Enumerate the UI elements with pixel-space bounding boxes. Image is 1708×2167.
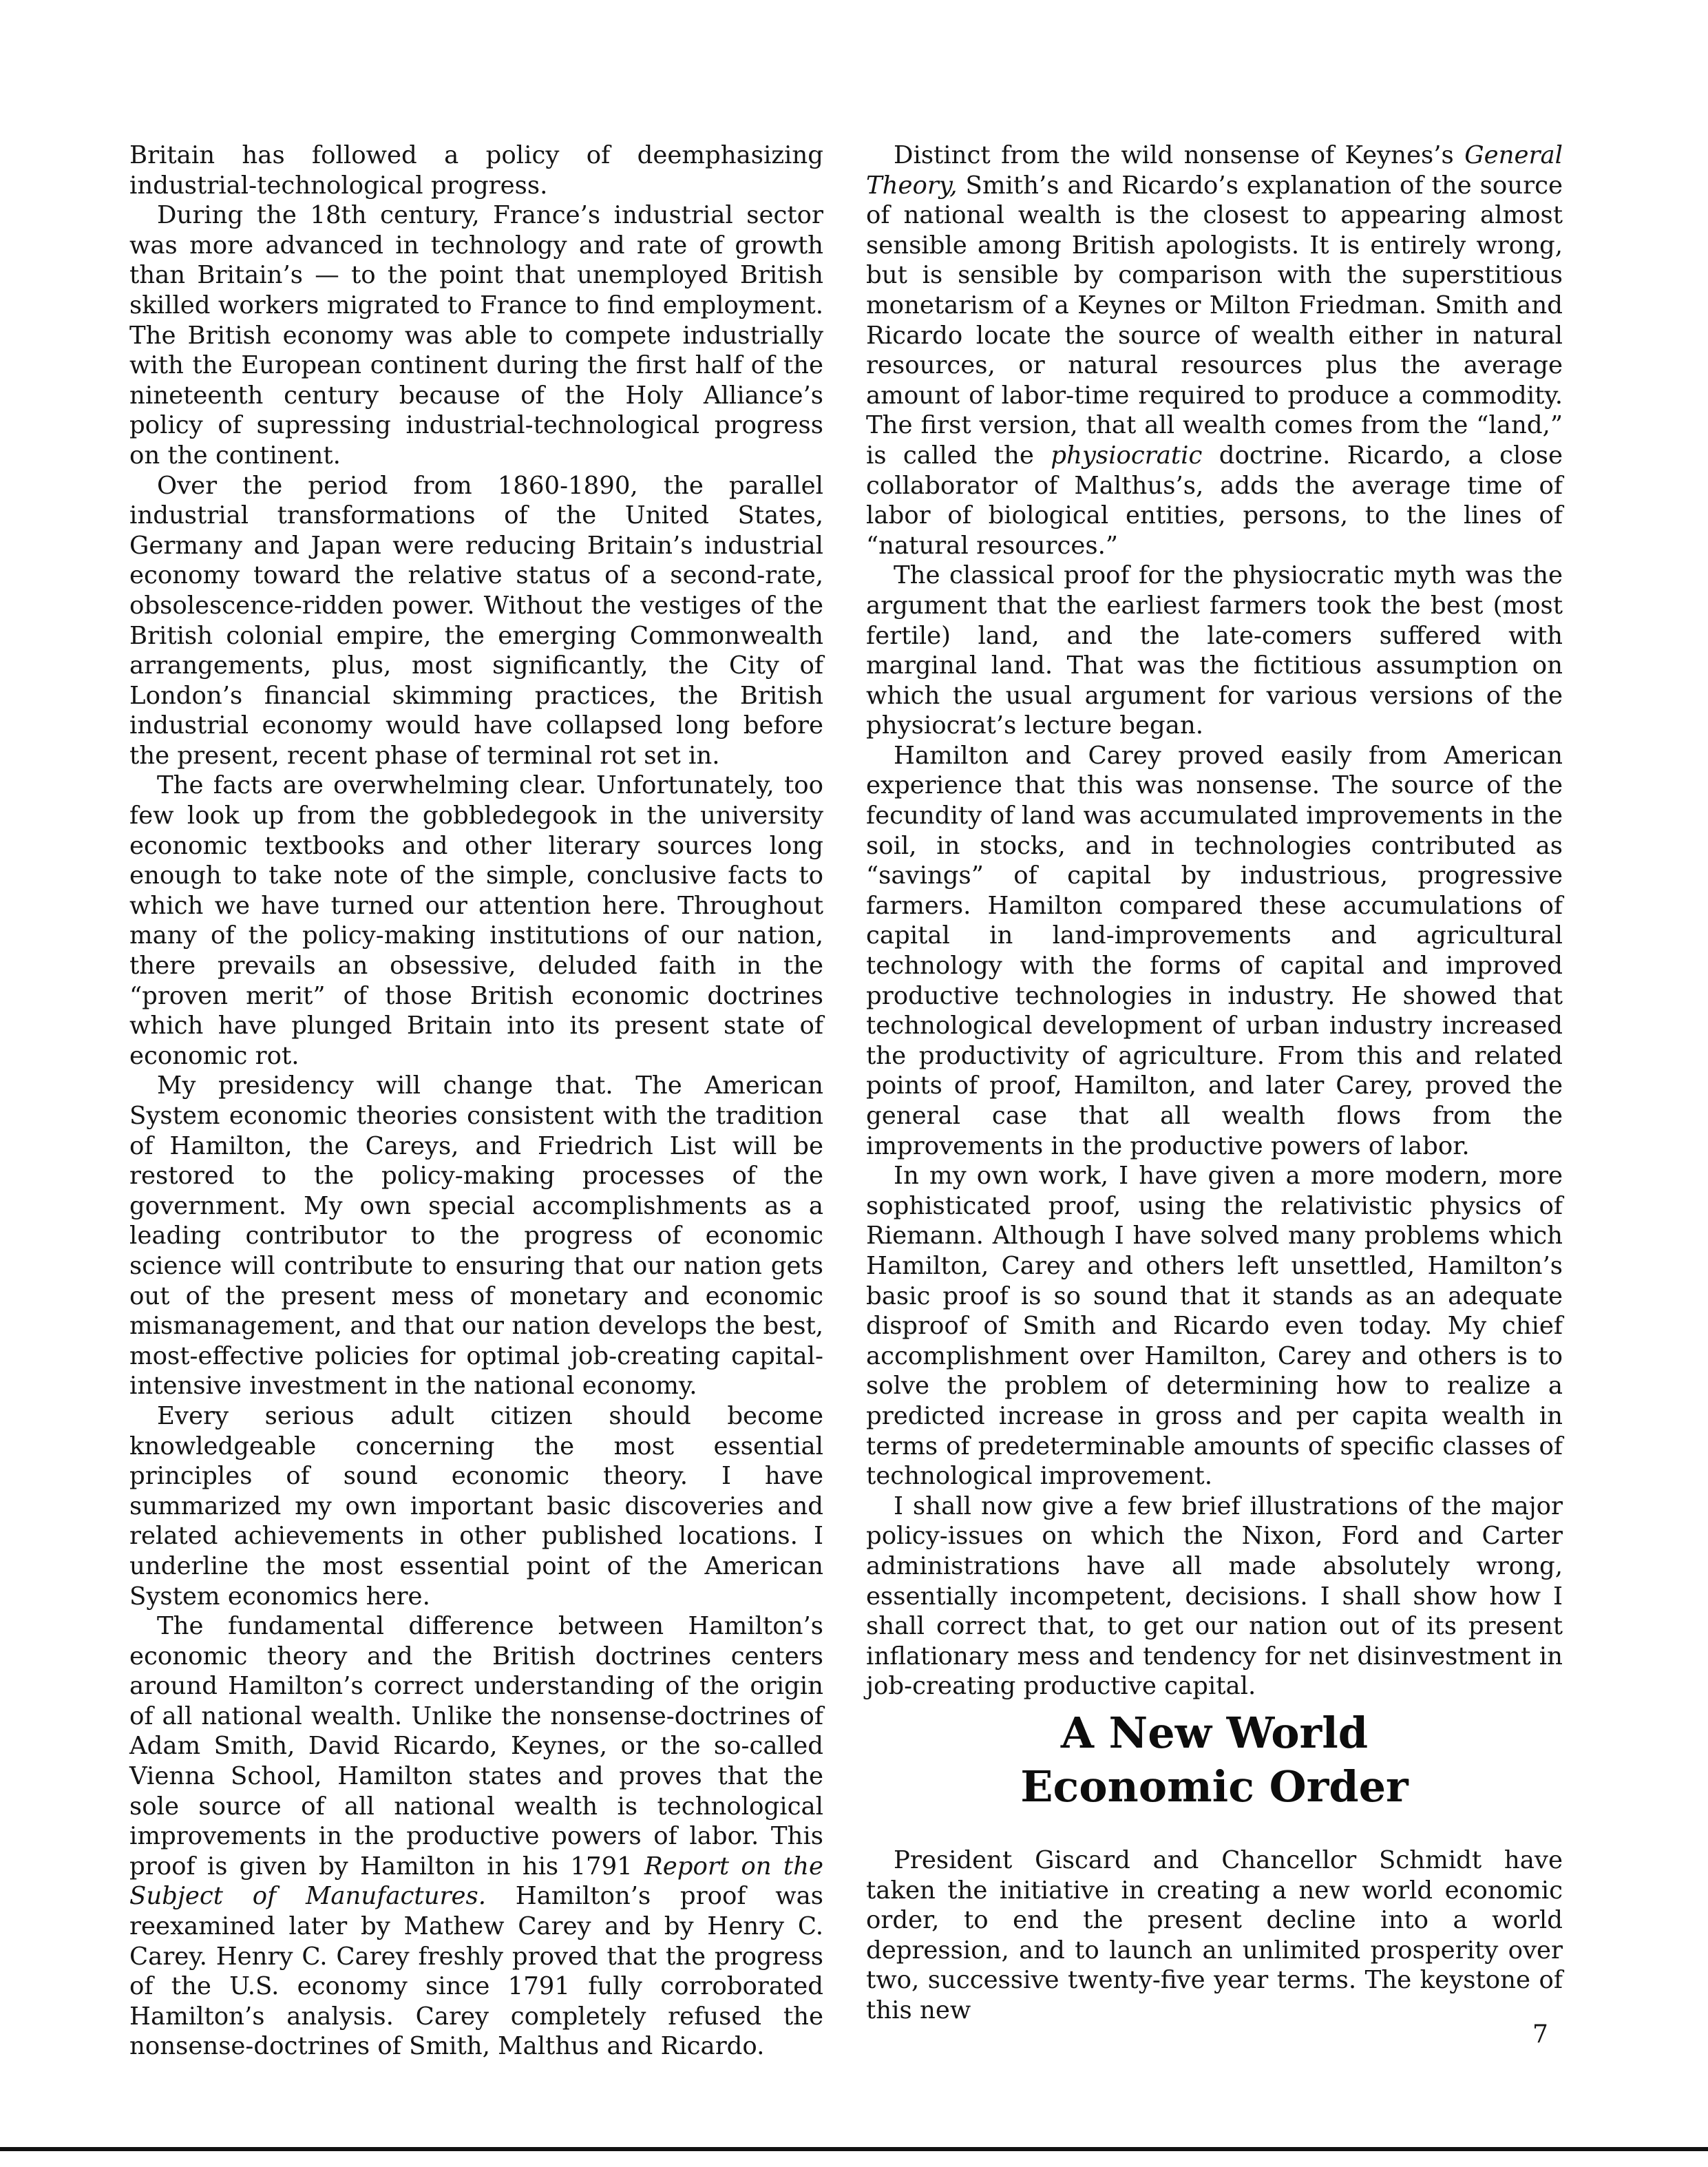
- section-heading: [866, 1706, 1563, 1814]
- paragraph: My presidency will change that. The American System economic theories consistent with the tradition of Hamilton, the Careys, and Friedrich List will be restored to the policy-making processes of the government. My own special accomplishments as a leading contributor to the progress of economic science will contribute to ensuring that our nation gets out of the present mess of monetary and economic mismanagement, and that our nation develops the best, most-effective policies for optimal job-creating capital-intensive investment in the national economy.: [129, 1071, 823, 1401]
- left-column: [129, 140, 823, 2062]
- section-heading-line: Economic Order: [1020, 1761, 1409, 1812]
- paragraph: In my own work, I have given a more modern, more sophisticated proof, using the relativistic physics of Riemann. Although I have solved many problems which Hamilton, Carey and others left unsettled, Hamilton’s basic proof is so sound that it stands as an adequate disproof of Smith and Ricardo even today. My chief accomplishment over Hamilton, Carey and others is to solve the problem of determining how to realize a predicted increase in gross and per capita wealth in terms of predeterminable amounts of specific classes of technological improvement.: [866, 1162, 1563, 1491]
- paragraph-text: Distinct from the wild nonsense of Keynes’s: [894, 141, 1465, 169]
- paragraph-text: The fundamental difference between Hamilton’s economic theory and the British doctrines centers around Hamilton’s correct understanding of the origin of all national wealth. Unlike the nonsense-doctrines of Adam Smith, David Ricardo, Keynes, or the so-called Vienna School, Hamilton states and proves that the sole source of all national wealth is technological improvements in the productive powers of labor. This proof is given by Hamilton in his 1791: [129, 1612, 823, 1881]
- report-title: Report on the Subject of Manufactures.: [129, 1852, 823, 1911]
- paragraph-text: doctrine. Ricardo, a close collaborator of Malthus’s, adds the average time of labor of biological entities, persons, to the lines of “natural resources.”: [866, 441, 1563, 560]
- paragraph-text: Smith’s and Ricardo’s explanation of the source of national wealth is the closest to appearing almost sensible among British apologists. It is entirely wrong, but is sensible by comparison with the superstitious monetarism of a Keynes or Milton Friedman. Smith and Ricardo locate the source of wealth either in natural resources, or natural resources plus the average amount of labor-time required to produce a commodity. The first version, that all wealth comes from the “land,” is called the: [866, 171, 1563, 470]
- paragraph: I shall now give a few brief illustrations of the major policy-issues on which the Nixon, Ford and Carter administrations have all made absolutely wrong, essentially incompetent, decisions. I shall show how I shall correct that, to get our nation out of its present inflationary mess and tendency for net disinvestment in job-creating productive capital.: [866, 1491, 1563, 1701]
- book-title: General Theory,: [866, 141, 1563, 200]
- paragraph: [866, 140, 1563, 561]
- section-heading-line: A New World: [1060, 1708, 1369, 1758]
- paragraph: The facts are overwhelming clear. Unfortunately, too few look up from the gobbledegook in the university economic textbooks and other literary sources long enough to take note of the simple, conclusive facts to which we have turned our attention here. Throughout many of the policy-making institutions of our nation, there prevails an obsessive, deluded faith in the “proven merit” of those British economic doctrines which have plunged Britain into its present state of economic rot.: [129, 771, 823, 1070]
- paragraph: [129, 1611, 823, 2062]
- page-number: 7: [1532, 2020, 1548, 2049]
- paragraph: Over the period from 1860-1890, the parallel industrial transformations of the United States, Germany and Japan were reducing Britain’s industrial economy toward the relative status of a second-rate, obsolescence-ridden power. Without the vestiges of the British colonial empire, the emerging Commonwealth arrangements, plus, most significantly, the City of London’s financial skimming practices, the British industrial economy would have collapsed long before the present, recent phase of terminal rot set in.: [129, 471, 823, 770]
- paragraph-text: Hamilton’s proof was reexamined later by Mathew Carey and by Henry C. Carey. Henry C. Carey freshly proved that the progress of the U.S. economy since 1791 fully corroborated Hamilton’s analysis. Carey completely refused the nonsense-doctrines of Smith, Malthus and Ricardo.: [129, 1882, 823, 2061]
- paragraph: Hamilton and Carey proved easily from American experience that this was nonsense. The source of the fecundity of land was accumulated improvements in the soil, in stocks, and in technologies contributed as “savings” of capital by industrious, progressive farmers. Hamilton compared these accumulations of capital in land-improvements and agricultural technology with the forms of capital and improved productive technologies in industry. He showed that technological development of urban industry increased the productivity of agriculture. From this and related points of proof, Hamilton, and later Carey, proved the general case that all wealth flows from the improvements in the productive powers of labor.: [866, 741, 1563, 1160]
- paragraph: The classical proof for the physiocratic myth was the argument that the earliest farmers took the best (most fertile) land, and the late-comers suffered with marginal land. That was the fictitious assumption on which the usual argument for various versions of the physiocrat’s lecture began.: [866, 561, 1563, 740]
- bottom-rule: [0, 2147, 1708, 2151]
- paragraph: During the 18th century, France’s industrial sector was more advanced in technology and rate of growth than Britain’s — to the point that unemployed British skilled workers migrated to France to find employment. The British economy was able to compete industrially with the European continent during the first half of the nineteenth century because of the Holy Alliance’s policy of supressing industrial-technological progress on the continent.: [129, 201, 823, 470]
- paragraph: Britain has followed a policy of deemphasizing industrial-technological progress.: [129, 141, 823, 200]
- paragraph: President Giscard and Chancellor Schmidt have taken the initiative in creating a new world economic order, to end the present decline into a world depression, and to launch an unlimited prosperity over two, successive twenty-five year terms. The keystone of this new: [866, 1846, 1563, 2024]
- right-column: [866, 140, 1563, 1702]
- paragraph: Every serious adult citizen should become knowledgeable concerning the most essential principles of sound economic theory. I have summarized my own important basic discoveries and related achievements in other published locations. I underline the most essential point of the American System economics here.: [129, 1401, 823, 1611]
- section-body: [866, 1845, 1563, 2026]
- emphasis-term: physiocratic: [1051, 441, 1203, 470]
